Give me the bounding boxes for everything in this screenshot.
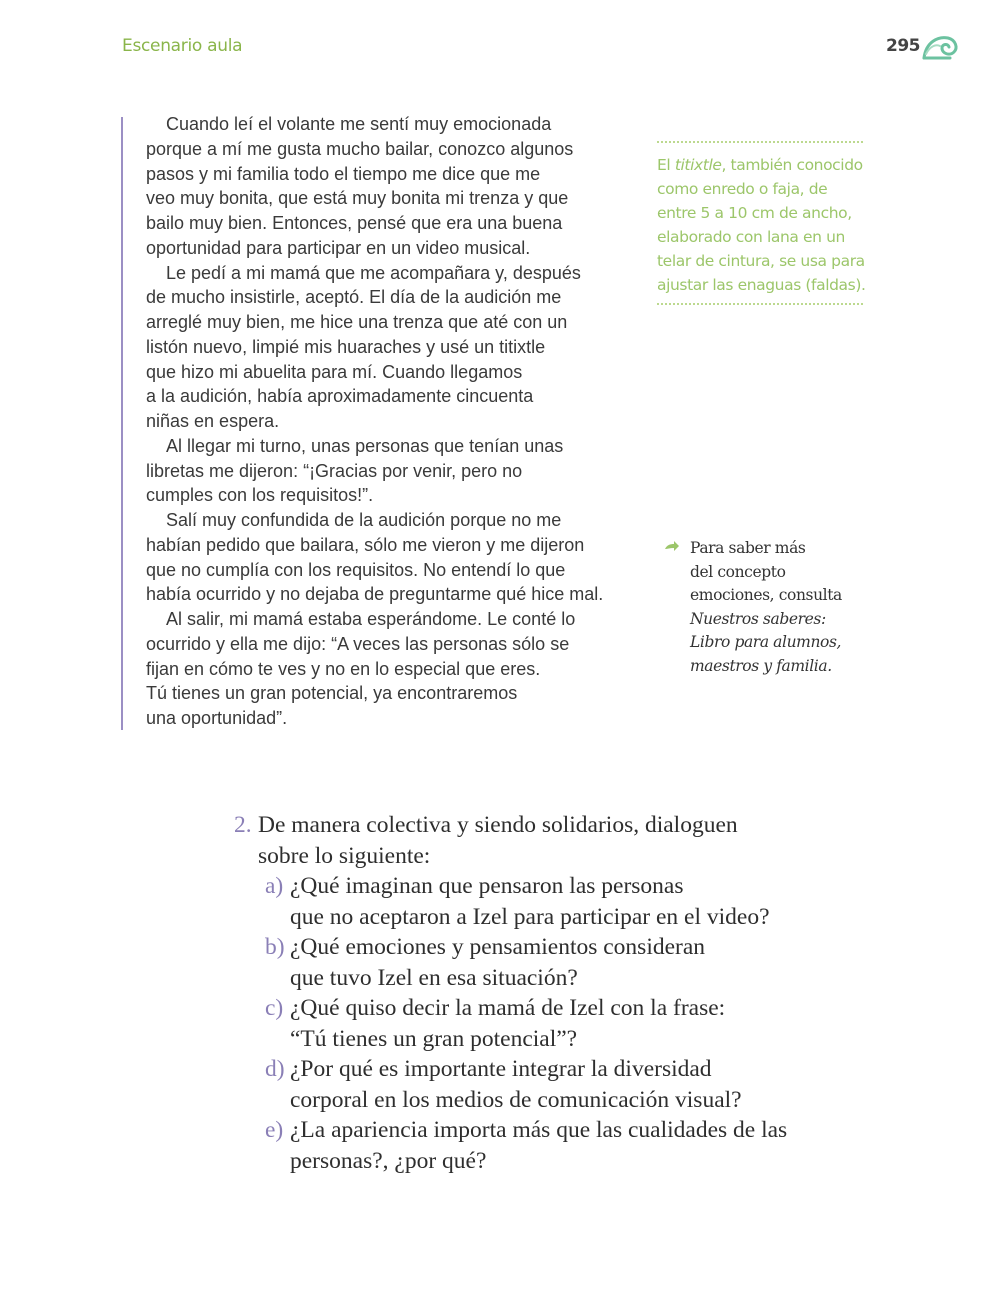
question-line: ¿Qué emociones y pensamientos consideran — [290, 934, 706, 960]
glossary-line: como enredo o faja, de — [657, 180, 828, 198]
story-line: una oportunidad”. — [146, 708, 288, 728]
story-line: a la audición, había aproximadamente cincuenta — [146, 386, 534, 407]
arrow-right-icon — [664, 541, 680, 553]
question-letter: d) — [265, 1056, 285, 1082]
question-letter: e) — [265, 1117, 284, 1143]
story-line: ocurrido y ella me dijo: “A veces las personas sólo se — [146, 633, 570, 654]
story-line: libretas me dijeron: “¡Gracias por venir, pero no — [146, 460, 523, 481]
question-line: que no aceptaron a Izel para participar en el video? — [290, 903, 770, 930]
story-line: Al salir, mi mamá estaba esperándome. Le conté lo — [166, 609, 576, 629]
story-line: Le pedí a mi mamá que me acompañara y, después — [166, 262, 581, 283]
story-line: que hizo mi abuelita para mí. Cuando llegamos — [146, 361, 523, 382]
glossary-line: ajustar las enaguas (faldas). — [657, 276, 866, 294]
question-line: ¿Qué imaginan que pensaron las personas — [290, 873, 684, 899]
activity-intro-line: De manera colectiva y siendo solidarios, dialoguen — [258, 812, 738, 838]
question-letter: b) — [265, 934, 285, 960]
story-line: habían pedido que bailara, sólo me vieron y me dijeron — [146, 534, 585, 555]
activity-questions — [234, 810, 794, 1176]
story-margin-bar — [121, 117, 123, 730]
question-letter: c) — [265, 995, 284, 1021]
question-item — [264, 871, 794, 932]
question-item — [264, 1115, 794, 1176]
story-line: pasos y mi familia todo el tiempo me dice que me — [146, 163, 541, 184]
glossary-term: titixtle — [674, 156, 722, 174]
story-line: Tú tienes un gran potencial, ya encontraremos — [146, 683, 518, 704]
question-line: personas?, ¿por qué? — [290, 1147, 487, 1174]
book-title-line — [690, 631, 870, 655]
glossary-line: entre 5 a 10 cm de ancho, — [657, 204, 852, 222]
book-title-line — [690, 655, 870, 679]
question-item — [264, 932, 794, 993]
story-line: Salí muy confundida de la audición porque no me — [166, 510, 562, 530]
question-item — [264, 993, 794, 1054]
story-line: veo muy bonita, que está muy bonita mi trenza y que — [146, 188, 569, 209]
story-line: había ocurrido y no dejaba de preguntarme qué hice mal. — [146, 584, 604, 605]
question-line: ¿La apariencia importa más que las cualidades de las — [290, 1117, 788, 1143]
story-line: que no cumplía con los requisitos. No entendí lo que — [146, 559, 566, 580]
page-number: 295 — [886, 36, 920, 56]
question-line: ¿Por qué es importante integrar la diversidad — [290, 1056, 712, 1082]
more-info-line: emociones, consulta — [690, 586, 842, 604]
activity-intro — [234, 810, 794, 871]
spiral-logo-icon — [920, 30, 960, 62]
question-line: ¿Qué quiso decir la mamá de Izel con la frase: — [290, 995, 726, 1021]
activity-intro-line: sobre lo siguiente: — [258, 842, 431, 869]
story-line: listón nuevo, limpié mis huaraches y usé un titixtle — [146, 336, 546, 357]
glossary-line: elaborado con lana en un — [657, 228, 845, 246]
story-line: Cuando leí el volante me sentí muy emocionada — [166, 114, 552, 134]
story-line: cumples con los requisitos!”. — [146, 485, 374, 506]
activity-number: 2. — [234, 812, 252, 838]
story-line: bailo muy bien. Entonces, pensé que era una buena — [146, 213, 563, 233]
glossary-line — [657, 153, 863, 177]
question-letter: a) — [265, 873, 284, 899]
story-line: Al llegar mi turno, unas personas que tenían unas — [166, 435, 564, 456]
glossary-box — [657, 141, 866, 305]
more-info-line: del concepto — [690, 562, 786, 581]
glossary-prefix: El — [657, 156, 675, 174]
story-line: porque a mí me gusta mucho bailar, conozco algunos — [146, 138, 574, 159]
story-line: niñas en espera. — [146, 411, 280, 431]
question-item — [264, 1054, 794, 1115]
story-text — [146, 112, 626, 731]
question-line: corporal en los medios de comunicación visual? — [290, 1086, 742, 1113]
question-line: que tuvo Izel en esa situación? — [290, 964, 578, 991]
story-line: de mucho insistirle, aceptó. El día de la audición me — [146, 287, 562, 308]
book-title-line — [690, 608, 870, 632]
book-title-text: Nuestros saberes: — [690, 609, 826, 628]
glossary-line: telar de cintura, se usa para — [657, 252, 865, 270]
story-line: arreglé muy bien, me hice una trenza que até con un — [146, 312, 568, 332]
book-title-text: maestros y familia. — [690, 656, 832, 675]
book-title-text: Libro para alumnos, — [690, 633, 842, 651]
glossary-line1-rest: , también conocido — [721, 156, 863, 174]
section-title: Escenario aula — [122, 36, 243, 56]
question-line: “Tú tienes un gran potencial”? — [290, 1025, 578, 1052]
story-line: fijan en cómo te ves y no en lo especial que eres. — [146, 658, 541, 679]
more-info-line: Para saber más — [690, 539, 806, 557]
story-line: oportunidad para participar en un video musical. — [146, 237, 531, 258]
